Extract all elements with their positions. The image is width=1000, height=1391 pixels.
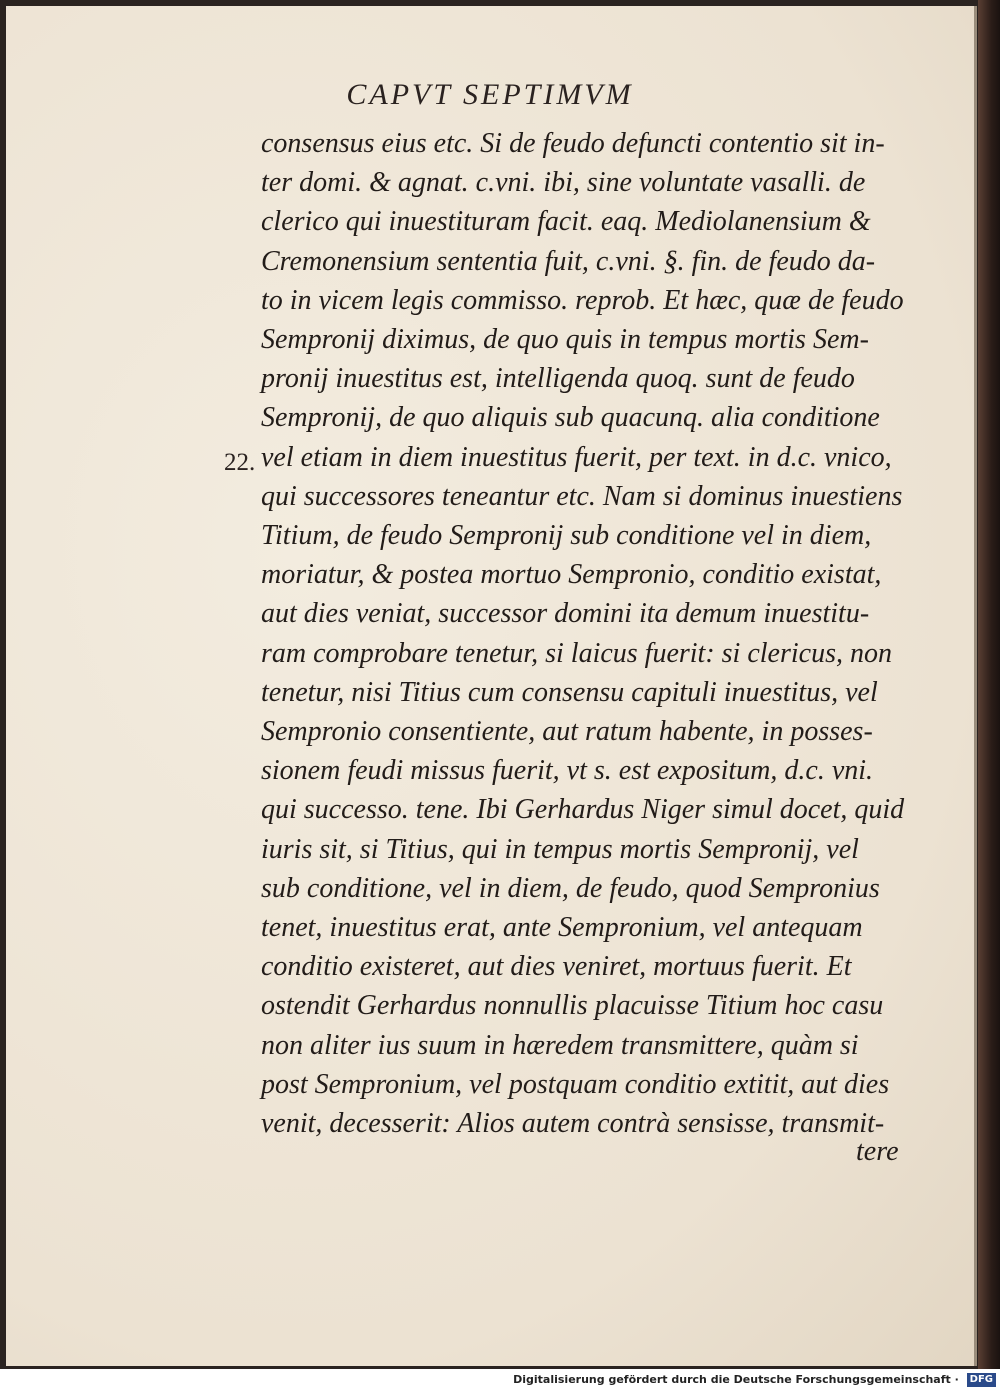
text-line: Cremonensium sententia fuit, c.vni. §. fin. de feudo da- — [261, 245, 876, 277]
text-line: post Sempronium, vel postquam conditio extitit, aut dies — [261, 1068, 890, 1100]
text-line: sionem feudi missus fuerit, vt s. est expositum, d.c. vni. — [261, 755, 874, 787]
text-line: non aliter ius suum in hæredem transmittere, quàm si — [261, 1029, 859, 1061]
footer-text: Digitalisierung gefördert durch die Deutsche Forschungsgemeinschaft — [513, 1373, 951, 1386]
text-line: ter domi. & agnat. c.vni. ibi, sine voluntate vasalli. de — [261, 167, 866, 199]
text-line: venit, decesserit: Alios autem contrà sensisse, transmit- — [261, 1108, 885, 1140]
footer-separator: · — [954, 1373, 959, 1386]
text-line: Sempronij diximus, de quo quis in tempus mortis Sem- — [261, 324, 869, 356]
text-line: ram comprobare tenetur, si laicus fuerit: si clericus, non — [261, 637, 892, 669]
text-line: ostendit Gerhardus nonnullis placuisse Titium hoc casu — [261, 990, 884, 1022]
text-line: aut dies veniat, successor domini ita demum inuestitu- — [261, 598, 870, 630]
text-line: Sempronij, de quo aliquis sub quacunq. alia conditione — [261, 402, 880, 434]
text-line: tenetur, nisi Titius cum consensu capituli inuestitus, vel — [261, 676, 878, 708]
text-line: sub conditione, vel in diem, de feudo, quod Sempronius — [261, 872, 880, 904]
text-line: Titium, de feudo Sempronij sub conditione vel in diem, — [261, 520, 872, 552]
book-spine — [978, 0, 1000, 1372]
text-line: Sempronio consentiente, aut ratum habente, in posses- — [261, 716, 873, 748]
body-text — [261, 124, 931, 1143]
catchword: tere — [856, 1136, 899, 1167]
text-line: vel etiam in diem inuestitus fuerit, per text. in d.c. vnico, — [261, 441, 892, 473]
running-head: CAPVT SEPTIMVM — [346, 78, 634, 111]
book-page — [6, 6, 977, 1366]
text-line: tenet, inuestitus erat, ante Sempronium, vel antequam — [261, 912, 863, 944]
text-line: to in vicem legis commisso. reprob. Et hæc, quæ de feudo — [261, 284, 904, 316]
dfg-logo-icon: DFG — [967, 1373, 996, 1387]
text-line: iuris sit, si Titius, qui in tempus mortis Sempronij, vel — [261, 833, 859, 865]
text-line: conditio existeret, aut dies veniret, mortuus fuerit. Et — [261, 951, 852, 983]
margin-number: 22. — [224, 449, 256, 476]
text-line: qui successores teneantur etc. Nam si dominus inuestiens — [261, 480, 903, 512]
text-line: clerico qui inuestituram facit. eaq. Mediolanensium & — [261, 206, 871, 238]
text-line: pronij inuestitus est, intelligenda quoq. sunt de feudo — [261, 363, 855, 395]
text-line: moriatur, & postea mortuo Sempronio, conditio existat, — [261, 559, 882, 591]
footer-bar — [0, 1369, 1000, 1391]
text-line: consensus eius etc. Si de feudo defuncti contentio sit in- — [261, 128, 885, 159]
text-line: qui successo. tene. Ibi Gerhardus Niger simul docet, quid — [261, 794, 905, 826]
